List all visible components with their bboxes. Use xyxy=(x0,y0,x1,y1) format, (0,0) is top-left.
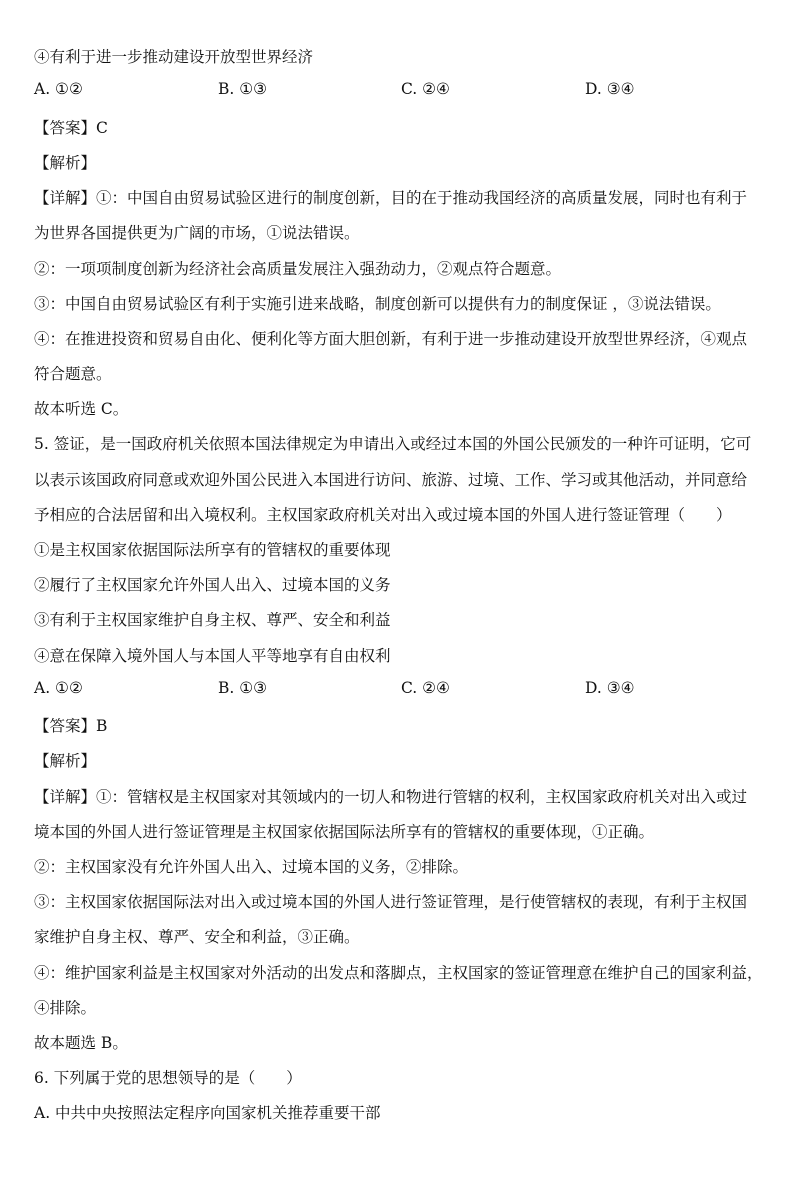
q4-options xyxy=(34,80,774,104)
q4-detail-line: 【详解】①：中国自由贸易试验区进行的制度创新，目的在于推动我国经济的高质量发展，同时也有利于 xyxy=(34,189,748,207)
q5-option-c: C. ②④ xyxy=(401,679,450,697)
q5-stem-line: 予相应的合法居留和出入境权利。主权国家政府机关对出入或过境本国的外国人进行签证管理（ ） xyxy=(34,506,732,524)
q4-detail-line: ②：一项项制度创新为经济社会高质量发展注入强劲动力，②观点符合题意。 xyxy=(34,260,562,278)
q6-stem: 6. 下列属于党的思想领导的是（ ） xyxy=(34,1069,302,1087)
q5-detail-line: ④：维护国家利益是主权国家对外活动的出发点和落脚点，主权国家的签证管理意在维护自己的国家利益， xyxy=(34,964,763,982)
q5-item-4: ④意在保障入境外国人与本国人平等地享有自由权利 xyxy=(34,647,391,665)
q4-analysis-heading: 【解析】 xyxy=(34,154,97,172)
q4-answer: 【答案】C xyxy=(34,119,108,137)
q5-detail-line: 家维护自身主权、尊严、安全和利益，③正确。 xyxy=(34,928,360,946)
q4-option-c: C. ②④ xyxy=(401,80,450,98)
q4-detail-line: ④：在推进投资和贸易自由化、便利化等方面大胆创新，有利于进一步推动建设开放型世界经济，④观点 xyxy=(34,330,748,348)
q4-detail-line: 符合题意。 xyxy=(34,365,112,383)
q5-stem-line: 5. 签证，是一国政府机关依照本国法律规定为申请出入或经过本国的外国公民颁发的一种许可证明，它可 xyxy=(34,435,752,453)
q5-conclusion: 故本题选 B。 xyxy=(34,1034,128,1052)
q6-option-a: A. 中共中央按照法定程序向国家机关推荐重要干部 xyxy=(34,1104,381,1122)
q5-options xyxy=(34,679,774,703)
q5-detail-line: 境本国的外国人进行签证管理是主权国家依据国际法所享有的管辖权的重要体现，①正确。 xyxy=(34,823,655,841)
q4-option-a: A. ①② xyxy=(34,80,83,98)
q5-detail-line: ②：主权国家没有允许外国人出入、过境本国的义务，②排除。 xyxy=(34,858,469,876)
q5-option-d: D. ③④ xyxy=(585,679,635,697)
q5-detail-line: 【详解】①：管辖权是主权国家对其领域内的一切人和物进行管辖的权利，主权国家政府机关对出入或过 xyxy=(34,788,748,806)
q5-stem-line: 以表示该国政府同意或欢迎外国公民进入本国进行访问、旅游、过境、工作、学习或其他活动，并同意给 xyxy=(34,471,748,489)
q5-detail-line: ④排除。 xyxy=(34,999,97,1017)
q4-conclusion: 故本听选 C。 xyxy=(34,400,129,418)
q5-detail-line: ③：主权国家依据国际法对出入或过境本国的外国人进行签证管理，是行使管辖权的表现，有利于主权国 xyxy=(34,893,748,911)
q4-option-d: D. ③④ xyxy=(585,80,635,98)
q5-item-2: ②履行了主权国家允许外国人出入、过境本国的义务 xyxy=(34,576,391,594)
q5-option-b: B. ①③ xyxy=(218,679,268,697)
q5-option-a: A. ①② xyxy=(34,679,83,697)
q4-option-b: B. ①③ xyxy=(218,80,268,98)
q5-item-1: ①是主权国家依据国际法所享有的管辖权的重要体现 xyxy=(34,541,391,559)
q4-detail-line: 为世界各国提供更为广阔的市场，①说法错误。 xyxy=(34,224,360,242)
q4-item-4: ④有利于进一步推动建设开放型世界经济 xyxy=(34,48,314,66)
q4-detail-line: ③：中国自由贸易试验区有利于实施引进来战略，制度创新可以提供有力的制度保证 ，③说法错误。 xyxy=(34,295,721,313)
q5-analysis-heading: 【解析】 xyxy=(34,752,97,770)
q5-answer: 【答案】B xyxy=(34,717,108,735)
q5-item-3: ③有利于主权国家维护自身主权、尊严、安全和利益 xyxy=(34,611,391,629)
